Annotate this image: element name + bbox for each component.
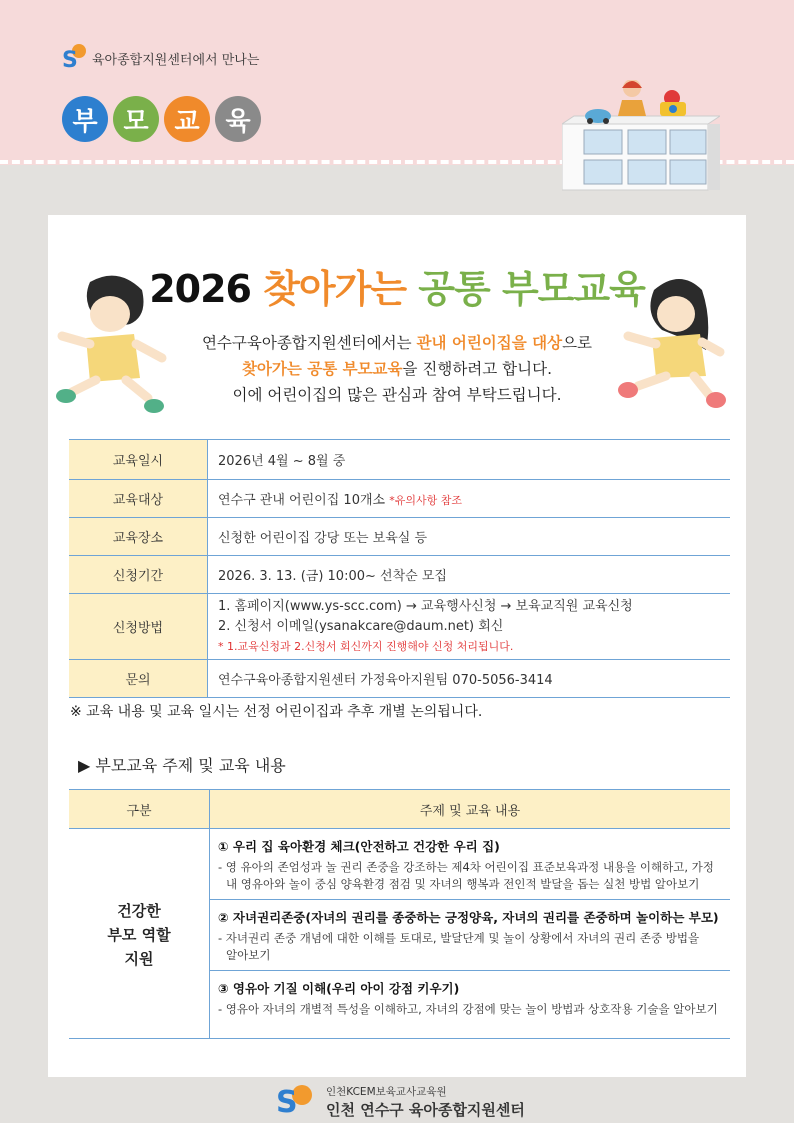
topics-col-content: 주제 및 교육 내용	[210, 790, 731, 829]
page-title: 2026 찾아가는 공통 부모교육	[149, 267, 645, 311]
schedule-note: ※ 교육 내용 및 교육 일시는 선정 어린이집과 추후 개별 논의됩니다.	[70, 704, 483, 720]
center-logo-icon: S	[62, 46, 88, 70]
section-heading: ▶ 부모교육 주제 및 교육 내용	[78, 756, 286, 775]
center-logo-icon: S	[274, 1085, 320, 1119]
info-row-method: 신청방법 1. 홈페이지(www.ys-scc.com) → 교육행사신청 → 보육교직원 교육신청 2. 신청서 이메일(ysanakcare@daum.net) 회신 * 1.교육신청과 2.신청서 회신까지 진행해야 신청 처리됩니다.	[69, 594, 730, 660]
topics-header-row	[69, 790, 730, 829]
intro-paragraph: 연수구육아종합지원센터에서는 관내 어린이집을 대상으로 찾아가는 공통 부모교육을 진행하려고 합니다. 이에 어린이집의 많은 관심과 참여 부탁드립니다.	[201, 334, 593, 404]
topic-desc: 내 영유아와 놀이 중심 양육환경 점검 및 자녀의 행복과 전인적 발달을 돕는 실천 방법 알아보기	[226, 877, 700, 891]
topic-title: ① 우리 집 육아환경 체크(안전하고 건강한 우리 집)	[218, 839, 500, 854]
badge-circle: 육	[215, 96, 261, 142]
topic-title: ② 자녀권리존중(자녀의 권리를 종중하는 긍정양육, 자녀의 권리를 존중하며 놀이하는 부모)	[218, 910, 719, 925]
badge-circle: 교	[164, 96, 210, 142]
info-table	[69, 439, 730, 698]
topics-col-category: 구분	[69, 790, 210, 829]
topic-desc: - 자녀권리 존중 개념에 대한 이해를 토대로, 발달단계 및 놀이 상황에서 자녀의 권리 존중 방법을	[218, 931, 700, 945]
info-row-target: 교육대상 연수구 관내 어린이집 10개소 *유의사항 참조	[69, 480, 730, 518]
info-row-place: 교육장소 신청한 어린이집 강당 또는 보육실 등	[69, 518, 730, 556]
topic-desc: 알아보기	[226, 948, 271, 962]
topic-desc: - 영유아 자녀의 개별적 특성을 이해하고, 자녀의 강점에 맞는 놀이 방법과 상호작용 기술을 알아보기	[218, 1002, 718, 1016]
badge-circle: 부	[62, 96, 108, 142]
topics-table	[69, 789, 730, 1039]
info-row-contact: 문의 연수구육아종합지원센터 가정육아지원팀 070-5056-3414	[69, 660, 730, 698]
topic-category: 건강한 부모 역할 지원	[69, 829, 210, 1039]
topic-title: ③ 영유아 기질 이해(우리 아이 강점 키우기)	[218, 981, 460, 996]
info-row-period: 신청기간 2026. 3. 13. (금) 10:00~ 선착순 모집	[69, 556, 730, 594]
info-row-date: 교육일시 2026년 4월 ~ 8월 중	[69, 440, 730, 480]
topic-desc: - 영 유아의 존엄성과 놀 권리 존중을 강조하는 제4차 어린이집 표준보육과정 내용을 이해하고, 가정	[218, 860, 714, 874]
header-subtitle	[62, 46, 260, 73]
parent-education-badges	[62, 96, 261, 142]
badge-circle: 모	[113, 96, 159, 142]
footer-logo: S 인천KCEM보육교사교육원 인천 연수구 육아종합지원센터	[276, 1085, 525, 1120]
toy-shelf-illustration	[562, 80, 720, 192]
header-subtitle-text: 육아종합지원센터에서 만나는	[92, 52, 260, 68]
topic-row	[69, 829, 730, 900]
